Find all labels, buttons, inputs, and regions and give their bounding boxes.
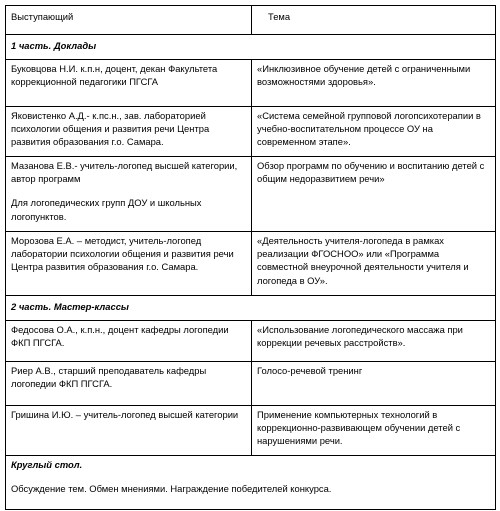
table-row (6, 232, 496, 296)
topic-cell: Голосо-речевой тренинг (252, 362, 496, 406)
table-row (6, 107, 496, 157)
round-table-cell (6, 456, 496, 510)
speaker-cell: Морозова Е.А. – методист, учитель-логопед лаборатории психологии общения и развития речи Центра развития образования г.о. Самара. (6, 232, 252, 296)
topic-cell: Обзор программ по обучению и воспитанию детей с общим недоразвитием речи» (252, 157, 496, 232)
table-header-row (6, 6, 496, 35)
topic-cell: «Система семейной групповой логопсихотерапии в учебно-воспитательном процессе ОУ на современном этапе». (252, 107, 496, 157)
section-title: 1 часть. Доклады (6, 35, 496, 60)
speaker-cell: Гришина И.Ю. – учитель-логопед высшей категории (6, 406, 252, 456)
round-table-title: Круглый стол. (11, 459, 83, 470)
speaker-cell: Риер А.В., старший преподаватель кафедры логопедии ФКП ПГСГА. (6, 362, 252, 406)
speaker-cell: Яковистенко А.Д.- к.пс.н., зав. лабораторией психологии общения и развития речи Центра развития образования г.о. Самара. (6, 107, 252, 157)
section-row (6, 296, 496, 321)
speaker-cell: Буковцова Н.И. к.п.н, доцент, декан Факультета коррекционной педагогики ПГСГА (6, 60, 252, 107)
header-topic: Тема (252, 6, 496, 35)
topic-cell: Применение компьютерных технологий в коррекционно-развивающем обучении детей с нарушениями речи. (252, 406, 496, 456)
section-title: 2 часть. Мастер-классы (6, 296, 496, 321)
header-speaker: Выступающий (6, 6, 252, 35)
program-document (5, 5, 495, 510)
program-table (5, 5, 496, 510)
table-row (6, 406, 496, 456)
topic-cell: «Использование логопедического массажа при коррекции речевых расстройств». (252, 321, 496, 362)
round-table-text: Обсуждение тем. Обмен мнениями. Награждение победителей конкурса. (11, 483, 332, 495)
speaker-cell: Мазанова Е.В.- учитель-логопед высшей категории, автор программ Для логопедических групп ДОУ и школьных логопунктов. (6, 157, 252, 232)
table-row (6, 157, 496, 232)
topic-cell: «Инклюзивное обучение детей с ограниченными возможностями здоровья». (252, 60, 496, 107)
round-table-row (6, 456, 496, 510)
table-row (6, 60, 496, 107)
table-row (6, 321, 496, 362)
speaker-cell: Федосова О.А., к.п.н., доцент кафедры логопедии ФКП ПГСГА. (6, 321, 252, 362)
topic-cell: «Деятельность учителя-логопеда в рамках реализации ФГОСНОО» или «Программа совместной внеурочной деятельности учителя и логопеда в ОУ». (252, 232, 496, 296)
section-row (6, 35, 496, 60)
table-row (6, 362, 496, 406)
